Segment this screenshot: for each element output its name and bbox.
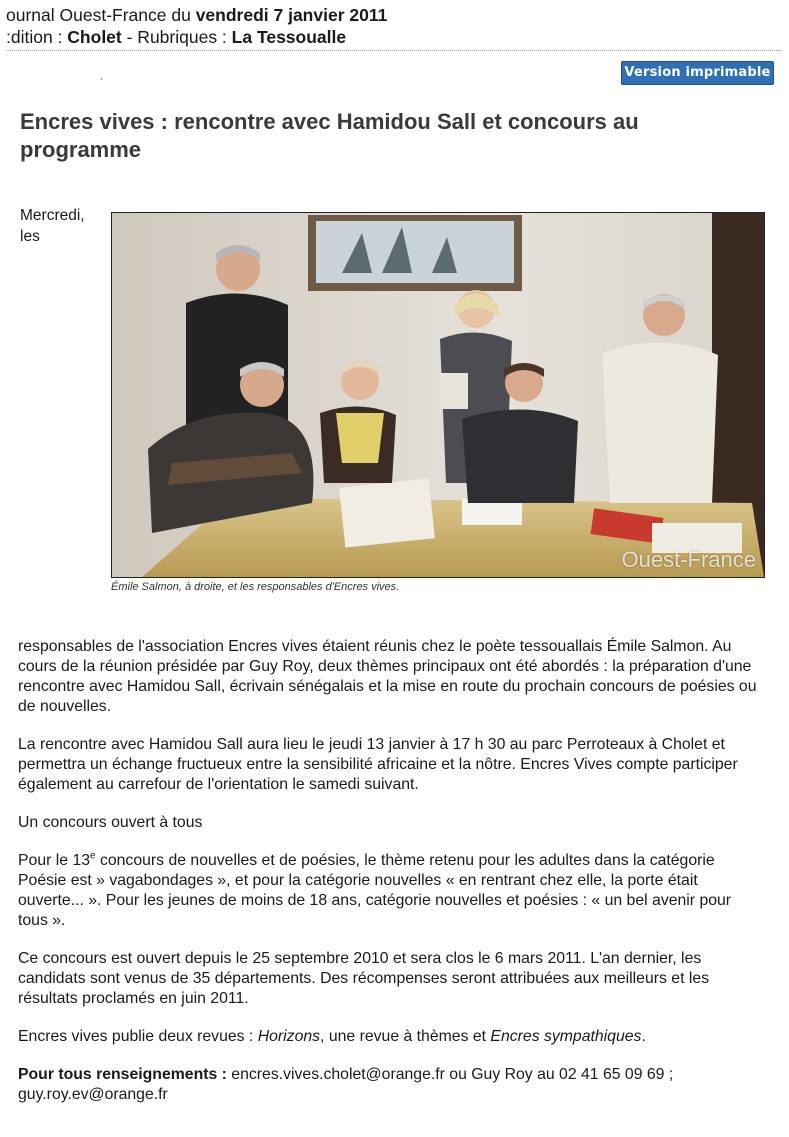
newspaper-header: [6, 4, 781, 48]
header-rubrique: La Tessoualle: [231, 27, 347, 47]
article-title: Encres vives : rencontre avec Hamidou Sall et concours au programme: [20, 109, 639, 162]
revue-horizons: Horizons: [257, 1028, 321, 1045]
paragraph-6-end: .: [641, 1028, 646, 1045]
header-line-edition: [6, 26, 781, 48]
photo-caption: Émile Salmon, à droite, et les responsables d'Encres vives.: [111, 581, 400, 593]
header-edition-label: :dition :: [6, 27, 68, 47]
header-edition: Cholet: [67, 27, 122, 47]
stray-mark: ¸: [100, 70, 104, 81]
header-rubrique-label: - Rubriques :: [121, 27, 232, 47]
contact-label: Pour tous renseignements :: [18, 1066, 227, 1083]
paragraph-4-rest: concours de nouvelles et de poésies, le thème retenu pour les adultes dans la catégorie Poésie est » vagabondages », et pour la catégorie nouvelles « en rentrant chez elle, la porte était ouverte... ». Pour les jeunes de moins de 18 ans, catégorie nouvelles et poésies : « un bel avenir pour tous ».: [18, 852, 732, 929]
article-photo: [111, 212, 765, 578]
revue-encres-sympathiques: Encres sympathiques: [490, 1028, 642, 1045]
paragraph-1: responsables de l'association Encres vives étaient réunis chez le poète tessouallais Émile Salmon. Au cours de la réunion présidée par Guy Roy, deux thèmes principaux ont été abordés : la préparation d'une rencontre avec Hamidou Sall, écrivain sénégalais et la mise en route du prochain concours de poésies ou de nouvelles.: [18, 638, 757, 715]
paragraph-6: [18, 1027, 763, 1047]
subheading: Un concours ouvert à tous: [18, 814, 203, 831]
article-body: [18, 637, 763, 1123]
paragraph-4-start: Pour le 13: [18, 852, 91, 869]
paragraph-6-mid: , une revue à thèmes et: [320, 1028, 491, 1045]
header-divider: [6, 50, 781, 51]
paragraph-2: La rencontre avec Hamidou Sall aura lieu le jeudi 13 janvier à 17 h 30 au parc Perroteaux à Cholet et permettra un échange fructueux entre la sensibilité africaine et la nôtre. Encres Vives compte participer également au carrefour de l'orientation le samedi suivant.: [18, 736, 738, 793]
contact-paragraph: [18, 1065, 763, 1105]
paragraph-6-start: Encres vives publie deux revues :: [18, 1028, 258, 1045]
paragraph-5: Ce concours est ouvert depuis le 25 septembre 2010 et sera clos le 6 mars 2011. L'an dernier, les candidats sont venus de 35 départements. Des récompenses seront attribuées aux meilleurs et les résultats proclamés en juin 2011.: [18, 950, 710, 1007]
contact-text: encres.vives.cholet@orange.fr ou Guy Roy au 02 41 65 09 69 ; guy.roy.ev@orange.fr: [18, 1066, 674, 1103]
photo-illustration: [112, 213, 764, 577]
print-version-button[interactable]: Version imprimable: [621, 61, 774, 85]
ordinal-suffix: e: [90, 850, 96, 862]
article-lead: Mercredi, les: [20, 207, 85, 245]
header-date: vendredi 7 janvier 2011: [195, 5, 388, 25]
paragraph-4: [18, 851, 763, 931]
header-journal-label: ournal Ouest-France du: [6, 5, 196, 25]
photo-watermark: Ouest-France: [621, 547, 756, 572]
header-line-date: [6, 4, 781, 26]
